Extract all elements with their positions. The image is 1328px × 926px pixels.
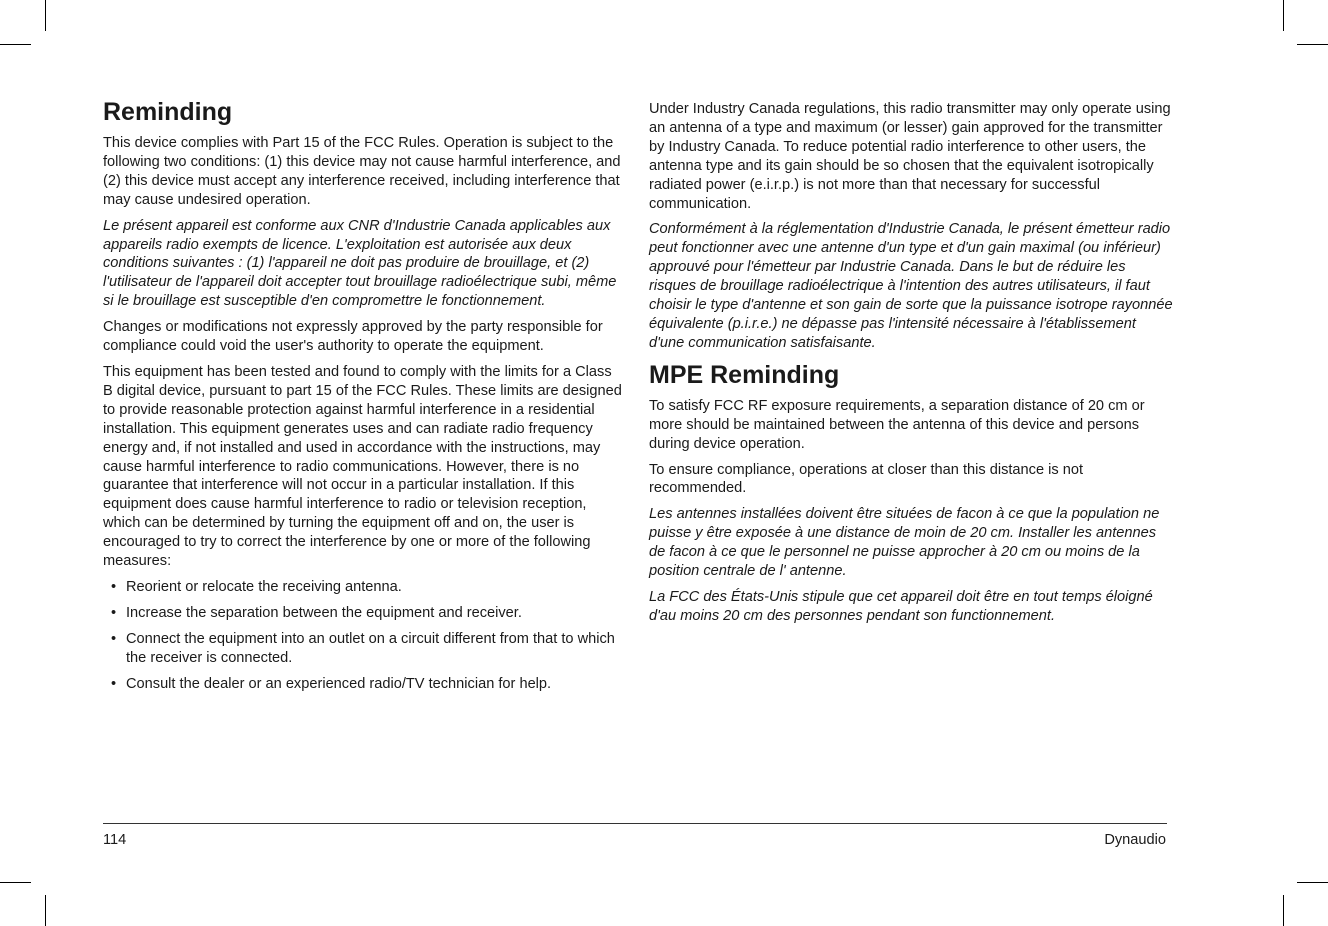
bullet: • bbox=[111, 630, 117, 647]
bullet: • bbox=[111, 604, 117, 621]
crop-mark-top-left-horizontal bbox=[0, 44, 31, 45]
fcc-compliance-paragraph: This device complies with Part 15 of the FCC Rules. Operation is subject to the following two conditions: (1) this device may not cause harmful interference, and (2) this device must accept any interference received, including interference that may cause undesired operation. bbox=[103, 135, 621, 208]
rf-exposure-paragraph: To satisfy FCC RF exposure requirements, a separation distance of 20 cm or more should be maintained between the antenna of this device and persons during device operation. bbox=[649, 397, 1145, 452]
canada-compliance-paragraph-fr: Le présent appareil est conforme aux CNR d'Industrie Canada applicables aux appareils radio exempts de licence. L'exploitation est autorisée aux deux conditions suivantes : (1) l'appareil ne doit pas produire de brouillage, et (2) l'utilisateur de l'appareil doit accepter tout brouillage radioélectrique subi, même si le brouillage est susceptible d'en compromettre le fonctionnement. bbox=[103, 217, 617, 310]
measures-list bbox=[103, 578, 623, 694]
right-column bbox=[649, 100, 1174, 633]
class-b-paragraph: This equipment has been tested and found to comply with the limits for a Class B digital device, pursuant to part 15 of the FCC Rules. These limits are designed to provide reasonable protection against harmful interference in a residential installation. This equipment generates uses and can radiate radio frequency energy and, if not installed and used in accordance with the instructions, may cause harmful interference to radio communications. However, there is no guarantee that interference will not occur in a particular installation. If this equipment does cause harmful interference to radio or television reception, which can be determined by turning the equipment off and on, the user is encouraged to try to correct the interference by one or more of the following measures: bbox=[103, 363, 622, 570]
crop-mark-top-left-vertical bbox=[45, 0, 46, 31]
page-number: 114 bbox=[103, 832, 127, 848]
industry-canada-paragraph: Under Industry Canada regulations, this radio transmitter may only operate using an antenna of a type and maximum (or lesser) gain approved for the transmitter by Industry Canada. To reduce potential radio interference to other users, the antenna type and its gain should be so chosen that the equivalent isotropically radiated power (e.i.r.p.) is not more than that necessary for successful communication. bbox=[649, 101, 1171, 212]
distance-compliance-paragraph: To ensure compliance, operations at closer than this distance is not recommended. bbox=[649, 461, 1083, 497]
bullet: • bbox=[111, 675, 117, 692]
list-item: • Increase the separation between the equipment and receiver. bbox=[111, 604, 522, 621]
modifications-paragraph: Changes or modifications not expressly approved by the party responsible for compliance could void the user's authority to operate the equipment. bbox=[103, 319, 603, 355]
bullet: • bbox=[111, 578, 117, 595]
left-column bbox=[103, 97, 623, 700]
brand-name: Dynaudio bbox=[1104, 832, 1166, 848]
crop-mark-bottom-left-vertical bbox=[45, 895, 46, 926]
industry-canada-paragraph-fr: Conformément à la réglementation d'Industrie Canada, le présent émetteur radio peut fonctionner avec une antenne d'un type et d'un gain maximal (ou inférieur) approuvé pour l'émetteur par Industrie Canada. Dans le but de réduire les risques de brouillage radioélectrique à l'intention des autres utilisateurs, il faut choisir le type d'antenne et son gain de sorte que la puissance isotrope rayonnée équivalente (p.i.r.e.) ne dépasse pas l'intensité nécessaire à l'établissement d'une communication satisfaisante. bbox=[649, 221, 1173, 351]
footer-divider bbox=[103, 823, 1167, 824]
list-item: • Consult the dealer or an experienced radio/TV technician for help. bbox=[111, 675, 552, 692]
crop-mark-bottom-right-vertical bbox=[1283, 895, 1284, 926]
reminding-heading: Reminding bbox=[103, 98, 233, 126]
list-item: • Connect the equipment into an outlet on a circuit different from that to which the receiver is connected. bbox=[111, 630, 615, 666]
crop-mark-bottom-left-horizontal bbox=[0, 882, 31, 883]
mpe-reminding-heading: MPE Reminding bbox=[649, 360, 840, 389]
crop-mark-bottom-right-horizontal bbox=[1297, 882, 1328, 883]
crop-mark-top-right-vertical bbox=[1283, 0, 1284, 31]
antenna-installation-paragraph-fr: Les antennes installées doivent être situées de facon à ce que la population ne puisse y être exposée à une distance de moin de 20 cm. Installer les antennes de facon à ce que le personnel ne puisse approcher à 20 cm ou moins de la position centrale de l' antenne. bbox=[649, 506, 1160, 580]
crop-mark-top-right-horizontal bbox=[1297, 44, 1328, 45]
list-item: • Reorient or relocate the receiving antenna. bbox=[111, 578, 402, 595]
fcc-distance-paragraph-fr: La FCC des États-Unis stipule que cet appareil doit être en tout temps éloigné d'au moins 20 cm des personnes pendant son functionnement. bbox=[649, 588, 1153, 624]
